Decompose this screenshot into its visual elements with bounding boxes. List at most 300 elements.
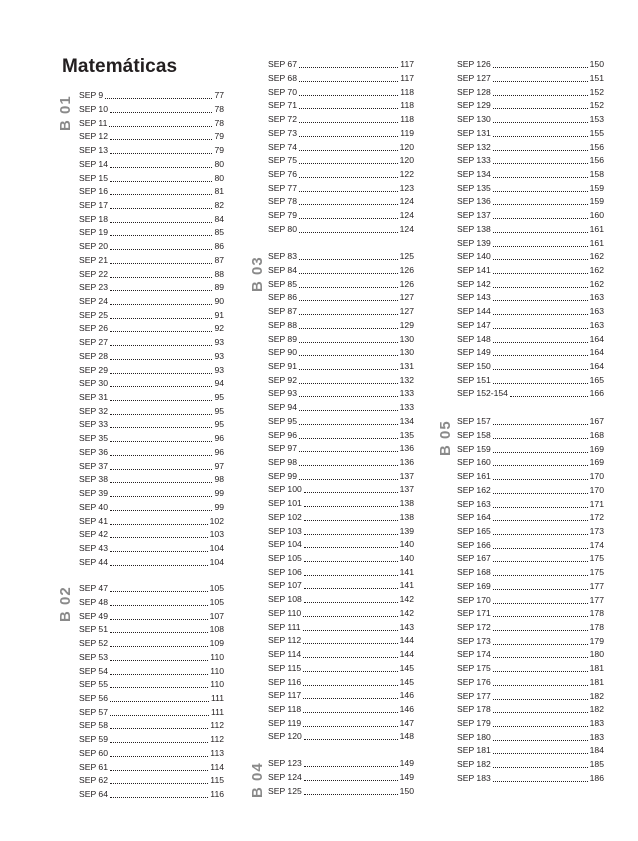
dot-leader: [299, 67, 398, 68]
entry-label: SEP 164: [457, 512, 491, 523]
toc-entry: [268, 207, 414, 221]
toc-entry: [79, 417, 224, 431]
entry-page-number: 166: [589, 388, 604, 399]
entry-label: SEP 135: [457, 182, 491, 193]
entry-page-number: 164: [589, 333, 604, 344]
entry-page-number: 136: [399, 443, 414, 454]
entry-page-number: 149: [399, 771, 414, 782]
toc-entry: [79, 485, 224, 499]
toc-entry: [268, 605, 414, 619]
toc-entry: [79, 403, 224, 417]
dot-leader: [493, 589, 588, 590]
dot-leader: [110, 715, 209, 716]
toc-entry: [268, 701, 414, 715]
dot-leader: [493, 753, 588, 754]
entry-label: SEP 12: [79, 131, 108, 142]
entry-page-number: 93: [214, 350, 224, 361]
entry-page-number: 99: [214, 488, 224, 499]
toc-entry: [79, 389, 224, 403]
entry-page-number: 82: [214, 199, 224, 210]
dot-leader: [110, 263, 212, 264]
toc-entry: [268, 441, 414, 455]
entry-page-number: 85: [214, 227, 224, 238]
dot-leader: [110, 304, 212, 305]
entry-page-number: 111: [210, 706, 224, 717]
entry-label: SEP 19: [79, 227, 108, 238]
entry-label: SEP 102: [268, 511, 302, 522]
dot-leader: [299, 232, 398, 233]
entry-page-number: 123: [399, 182, 414, 193]
toc-entry: [457, 84, 604, 98]
entry-label: SEP 117: [268, 690, 302, 701]
dot-leader: [110, 496, 212, 497]
entry-label: SEP 103: [268, 525, 302, 536]
entry-label: SEP 71: [268, 100, 297, 111]
entry-page-number: 144: [399, 649, 414, 660]
toc-entry: [79, 513, 224, 527]
entry-label: SEP 21: [79, 254, 108, 265]
toc-entry: [457, 221, 604, 235]
entry-page-number: 182: [589, 690, 604, 701]
entry-page-number: 164: [589, 361, 604, 372]
entry-label: SEP 78: [268, 196, 297, 207]
entry-page-number: 175: [589, 553, 604, 564]
entry-label: SEP 157: [457, 416, 491, 427]
entry-label: SEP 179: [457, 718, 491, 729]
entry-label: SEP 183: [457, 772, 491, 783]
toc-entry: [268, 139, 414, 153]
toc-entry: [79, 527, 224, 541]
entry-page-number: 112: [210, 720, 224, 731]
toc-entry: [268, 399, 414, 413]
toc-entry: [79, 472, 224, 486]
entry-label: SEP 177: [457, 690, 491, 701]
toc-entry: [79, 280, 224, 294]
dot-leader: [303, 616, 398, 617]
dot-leader: [110, 331, 212, 332]
dot-leader: [110, 441, 212, 442]
entry-label: SEP 39: [79, 488, 108, 499]
toc-entry: [79, 170, 224, 184]
toc-entry: [457, 633, 604, 647]
entry-label: SEP 138: [457, 223, 491, 234]
entry-page-number: 124: [399, 210, 414, 221]
dot-leader: [110, 605, 208, 606]
entry-page-number: 130: [399, 347, 414, 358]
entry-label: SEP 125: [268, 785, 302, 796]
entry-page-number: 159: [589, 182, 604, 193]
dot-leader: [493, 493, 588, 494]
dot-leader: [493, 108, 588, 109]
entry-label: SEP 159: [457, 443, 491, 454]
dot-leader: [110, 400, 212, 401]
entry-page-number: 178: [589, 622, 604, 632]
entry-label: SEP 79: [268, 210, 297, 221]
entry-label: SEP 167: [457, 553, 491, 564]
entry-page-number: 129: [399, 319, 414, 330]
entry-label: SEP 51: [79, 624, 108, 635]
entry-page-number: 170: [589, 484, 604, 495]
dot-leader: [493, 479, 588, 480]
toc-entry: [457, 647, 604, 661]
dot-leader: [110, 414, 212, 415]
entry-label: SEP 132: [457, 141, 491, 152]
toc-entry: [268, 482, 414, 496]
toc-entry: [79, 731, 224, 745]
entry-label: SEP 58: [79, 720, 108, 731]
dot-leader: [110, 756, 208, 757]
entry-label: SEP 124: [268, 771, 302, 782]
dot-leader: [110, 660, 208, 661]
toc-block: [457, 57, 604, 400]
toc-block: [268, 57, 414, 235]
toc-entry: [79, 238, 224, 252]
entry-page-number: 171: [589, 498, 604, 509]
toc-entry: [457, 551, 604, 565]
entry-label: SEP 143: [457, 292, 491, 303]
entry-label: SEP 180: [457, 731, 491, 742]
toc-entry: [79, 348, 224, 362]
toc-block: [457, 414, 604, 784]
toc-entry: [268, 194, 414, 208]
entry-page-number: 115: [210, 775, 224, 786]
dot-leader: [303, 712, 398, 713]
entry-page-number: 93: [214, 337, 224, 348]
dot-leader: [110, 591, 208, 592]
entry-page-number: 167: [589, 416, 604, 427]
dot-leader: [303, 685, 398, 686]
dot-leader: [110, 551, 208, 552]
toc-entry: [79, 115, 224, 129]
entry-label: SEP 108: [268, 594, 302, 605]
toc-entry: [457, 441, 604, 455]
entry-label: SEP 176: [457, 676, 491, 687]
dot-leader: [304, 588, 398, 589]
entry-label: SEP 170: [457, 594, 491, 605]
entry-page-number: 182: [589, 704, 604, 715]
toc-entry: [457, 290, 604, 304]
entry-page-number: 150: [589, 59, 604, 70]
toc-entry: [79, 677, 224, 691]
entry-page-number: 177: [589, 594, 604, 605]
entry-page-number: 107: [209, 610, 224, 621]
toc-entry: [79, 293, 224, 307]
dot-leader: [493, 342, 588, 343]
entry-page-number: 147: [399, 717, 414, 728]
entry-label: SEP 28: [79, 350, 108, 361]
toc-entry: [79, 362, 224, 376]
entry-label: SEP 84: [268, 264, 297, 275]
dot-leader: [299, 300, 398, 301]
toc-entry: [79, 88, 224, 102]
toc-entry: [79, 635, 224, 649]
entry-page-number: 120: [399, 155, 414, 166]
dot-leader: [493, 122, 588, 123]
toc-entry: [79, 499, 224, 513]
entry-label: SEP 88: [268, 319, 297, 330]
entry-page-number: 161: [589, 223, 604, 234]
toc-entry: [79, 129, 224, 143]
entry-page-number: 125: [399, 251, 414, 262]
entry-label: SEP 162: [457, 484, 491, 495]
entry-label: SEP 53: [79, 651, 108, 662]
entry-label: SEP 149: [457, 347, 491, 358]
entry-page-number: 104: [209, 542, 224, 553]
dot-leader: [493, 534, 588, 535]
entry-page-number: 110: [210, 665, 224, 676]
entry-label: SEP 160: [457, 457, 491, 468]
entry-label: SEP 114: [268, 649, 302, 660]
dot-leader: [304, 520, 398, 521]
toc-entry: [79, 690, 224, 704]
entry-label: SEP 30: [79, 378, 108, 389]
toc-entry: [79, 745, 224, 759]
dot-leader: [304, 575, 398, 576]
dot-leader: [110, 139, 212, 140]
entry-label: SEP 36: [79, 446, 108, 457]
dot-leader: [493, 163, 588, 164]
toc-entry: [268, 125, 414, 139]
dot-leader: [110, 619, 208, 620]
dot-leader: [493, 383, 588, 384]
entry-label: SEP 105: [268, 553, 302, 564]
toc-entry: [457, 606, 604, 620]
dot-leader: [110, 701, 209, 702]
toc-entry: [457, 564, 604, 578]
toc-entry: [457, 345, 604, 359]
entry-label: SEP 128: [457, 86, 491, 97]
entry-label: SEP 60: [79, 747, 108, 758]
entry-page-number: 181: [589, 663, 604, 674]
dot-leader: [110, 290, 212, 291]
toc-entry: [457, 414, 604, 428]
dot-leader: [303, 671, 398, 672]
entry-page-number: 95: [214, 392, 224, 403]
dot-leader: [304, 534, 398, 535]
entry-page-number: 132: [399, 374, 414, 385]
dot-leader: [299, 451, 398, 452]
dot-leader: [110, 318, 212, 319]
dot-leader: [299, 396, 398, 397]
toc-entry: [268, 372, 414, 386]
entry-page-number: 135: [399, 429, 414, 440]
entry-page-number: 175: [589, 567, 604, 578]
entry-page-number: 180: [589, 649, 604, 660]
entry-label: SEP 10: [79, 103, 108, 114]
dot-leader: [493, 150, 588, 151]
entry-page-number: 140: [399, 553, 414, 564]
entry-page-number: 142: [399, 607, 414, 618]
dot-leader: [299, 410, 398, 411]
dot-leader: [493, 136, 588, 137]
dot-leader: [493, 232, 588, 233]
entry-page-number: 109: [209, 638, 224, 649]
entry-page-number: 152: [589, 100, 604, 111]
entry-label: SEP 40: [79, 501, 108, 512]
toc-entry: [268, 769, 414, 783]
entry-label: SEP 14: [79, 158, 108, 169]
entry-page-number: 137: [399, 470, 414, 481]
dot-leader: [110, 167, 212, 168]
entry-page-number: 169: [589, 457, 604, 468]
section-label: B 04: [249, 762, 266, 798]
dot-leader: [493, 465, 588, 466]
entry-label: SEP 61: [79, 761, 108, 772]
entry-page-number: 145: [399, 662, 414, 673]
toc-entry: [268, 358, 414, 372]
toc-entry: [457, 386, 604, 400]
entry-page-number: 84: [214, 213, 224, 224]
dot-leader: [110, 728, 208, 729]
dot-leader: [303, 643, 398, 644]
entry-label: SEP 129: [457, 100, 491, 111]
entry-label: SEP 150: [457, 361, 491, 372]
toc-block: [79, 581, 224, 801]
entry-label: SEP 89: [268, 333, 297, 344]
toc-entry: [457, 660, 604, 674]
entry-label: SEP 137: [457, 210, 491, 221]
toc-entry: [268, 633, 414, 647]
entry-label: SEP 75: [268, 155, 297, 166]
entry-label: SEP 56: [79, 692, 108, 703]
toc-entry: [457, 592, 604, 606]
entry-label: SEP 119: [268, 717, 302, 728]
entry-page-number: 150: [399, 785, 414, 796]
toc-entry: [79, 622, 224, 636]
dot-leader: [510, 396, 588, 397]
entry-page-number: 105: [209, 583, 224, 594]
entry-page-number: 173: [589, 525, 604, 536]
dot-leader: [299, 259, 398, 260]
entry-page-number: 79: [214, 131, 224, 142]
entry-label: SEP 49: [79, 610, 108, 621]
entry-page-number: 78: [214, 103, 224, 114]
dot-leader: [493, 328, 588, 329]
toc-entry: [79, 540, 224, 554]
entry-page-number: 183: [589, 731, 604, 742]
entry-page-number: 142: [399, 594, 414, 605]
toc-entry: [457, 207, 604, 221]
entry-label: SEP 147: [457, 319, 491, 330]
dot-leader: [110, 181, 212, 182]
entry-label: SEP 43: [79, 542, 108, 553]
entry-page-number: 131: [399, 360, 414, 371]
toc-entry: [79, 321, 224, 335]
toc-entry: [268, 98, 414, 112]
entry-page-number: 127: [399, 306, 414, 317]
dot-leader: [110, 797, 208, 798]
toc-entry: [457, 482, 604, 496]
entry-page-number: 144: [399, 635, 414, 646]
toc-entry: [268, 783, 414, 797]
toc-entry: [268, 290, 414, 304]
toc-entry: [268, 468, 414, 482]
dot-leader: [493, 781, 588, 782]
toc-entry: [79, 444, 224, 458]
dot-leader: [110, 235, 212, 236]
entry-page-number: 177: [589, 580, 604, 591]
toc-entry: [79, 581, 224, 595]
dot-leader: [299, 328, 398, 329]
entry-page-number: 95: [214, 419, 224, 430]
entry-label: SEP 110: [268, 607, 302, 618]
toc-entry: [457, 743, 604, 757]
toc-entry: [457, 427, 604, 441]
dot-leader: [299, 150, 398, 151]
dot-leader: [304, 506, 398, 507]
entry-page-number: 126: [399, 278, 414, 289]
entry-label: SEP 141: [457, 265, 491, 275]
toc-entry: [79, 252, 224, 266]
toc-entry: [268, 578, 414, 592]
entry-page-number: 114: [210, 761, 224, 772]
entry-page-number: 111: [210, 692, 224, 703]
entry-page-number: 138: [399, 511, 414, 522]
entry-page-number: 118: [400, 100, 414, 111]
entry-page-number: 80: [214, 172, 224, 183]
toc-entry: [268, 303, 414, 317]
entry-label: SEP 87: [268, 306, 297, 317]
entry-page-number: 181: [589, 676, 604, 687]
dot-leader: [110, 674, 208, 675]
dot-leader: [110, 222, 212, 223]
entry-label: SEP 70: [268, 86, 297, 97]
entry-label: SEP 72: [268, 114, 297, 125]
dot-leader: [299, 273, 398, 274]
entry-label: SEP 158: [457, 429, 491, 440]
toc-entry: [268, 70, 414, 84]
toc-entry: [268, 111, 414, 125]
toc-entry: [268, 619, 414, 633]
entry-page-number: 170: [589, 471, 604, 482]
entry-page-number: 165: [589, 374, 604, 385]
dot-leader: [110, 386, 212, 387]
entry-label: SEP 16: [79, 186, 108, 197]
entry-label: SEP 136: [457, 196, 491, 207]
toc-entry: [457, 125, 604, 139]
entry-page-number: 153: [589, 114, 604, 125]
entry-page-number: 78: [214, 117, 224, 128]
entry-page-number: 163: [589, 306, 604, 317]
toc-entry: [457, 303, 604, 317]
entry-label: SEP 92: [268, 374, 297, 385]
entry-label: SEP 140: [457, 251, 491, 262]
toc-entry: [268, 537, 414, 551]
entry-page-number: 116: [210, 789, 224, 799]
entry-label: SEP 24: [79, 296, 108, 306]
entry-label: SEP 98: [268, 457, 297, 467]
dot-leader: [304, 780, 398, 781]
entry-label: SEP 151: [457, 374, 491, 385]
entry-page-number: 162: [589, 251, 604, 262]
toc-entry: [268, 386, 414, 400]
toc-entry: [268, 180, 414, 194]
entry-page-number: 160: [589, 210, 604, 221]
toc-entry: [268, 564, 414, 578]
entry-page-number: 117: [400, 72, 414, 83]
entry-page-number: 162: [589, 265, 604, 275]
entry-page-number: 164: [589, 347, 604, 358]
toc-entry: [79, 266, 224, 280]
entry-label: SEP 37: [79, 460, 108, 471]
dot-leader: [493, 630, 588, 631]
section-label: B 03: [249, 256, 266, 292]
entry-page-number: 77: [214, 90, 224, 101]
entry-page-number: 136: [399, 457, 414, 467]
entry-page-number: 139: [399, 525, 414, 536]
toc-entry: [268, 57, 414, 71]
dot-leader: [299, 479, 398, 480]
